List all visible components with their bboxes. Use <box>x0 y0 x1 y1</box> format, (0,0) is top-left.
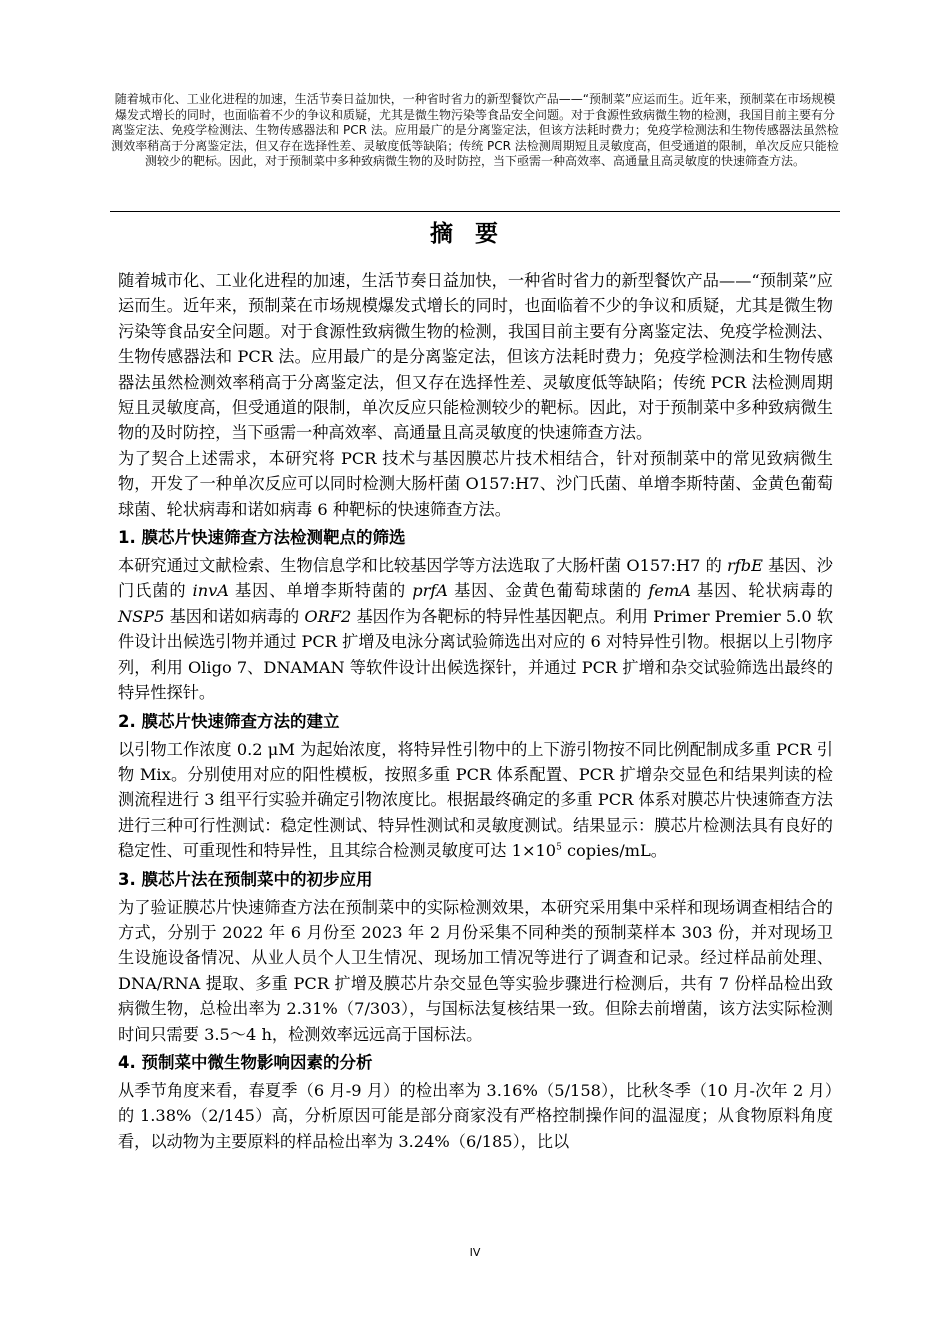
gene-NSP5: NSP5 <box>118 606 165 626</box>
gene-invA: invA <box>192 581 229 601</box>
gene-ORF2: ORF2 <box>304 606 352 626</box>
abstract-title: 摘要 <box>430 221 520 247</box>
gene-prfA: prfA <box>412 581 448 601</box>
gene-femA: femA <box>648 581 691 601</box>
section-4-heading: 4. 预制菜中微生物影响因素的分析 <box>118 1052 373 1072</box>
exponent: 5 <box>556 842 562 853</box>
section-3-paragraph: 为了验证膜芯片快速筛查方法在预制菜中的实际检测效果，本研究采用集中采样和现场调查相结合的方式，分别于 2022 年 6 月份至 2023 年 2 月份采集不同种类的预制菜样本 303 份，并对现场卫生设施设备情况、从业人员个人卫生情况、现场加工情况等进行了调查和记录。经过样品前处理、DNA/RNA 提取、多重 PCR 扩增及膜芯片杂交显色等实验步骤进行检测后，共有 7 份样品检出致病微生物，总检出率为 2.31%（7/303），与国标法复核结果一致。但除去前增菌，该方法实际检测时间只需要 3.5～4 h，检测效率远远高于国标法。 <box>118 897 833 1044</box>
intro-paragraph-1: 随着城市化、工业化进程的加速，生活节奏日益加快，一种省时省力的新型餐饮产品——“预制菜”应运而生。近年来，预制菜在市场规模爆发式增长的同时，也面临着不少的争议和质疑，尤其是微生物污染等食品安全问题。对于食源性致病微生物的检测，我国目前主要有分离鉴定法、免疫学检测法、生物传感器法和 PCR 法。应用最广的是分离鉴定法，但该方法耗时费力；免疫学检测法和生物传感器法虽然检测效率稍高于分离鉴定法，但又存在选择性差、灵敏度低等缺陷；传统 PCR 法检测周期短且灵敏度高，但受通道的限制，单次反应只能检测较少的靶标。因此，对于预制菜中多种致病微生物的及时防控，当下亟需一种高效率、高通量且高灵敏度的快速筛查方法。 <box>118 271 833 443</box>
section-1-heading: 1. 膜芯片快速筛查方法检测靶点的筛选 <box>118 528 406 548</box>
intro-paragraph-2: 为了契合上述需求，本研究将 PCR 技术与基因膜芯片技术相结合，针对预制菜中的常见致病微生物，开发了一种单次反应可以同时检测大肠杆菌 O157:H7、沙门氏菌、单增李斯特菌、金黄色葡萄球菌、轮状病毒和诺如病毒 6 种靶标的快速筛查方法。 <box>118 448 833 519</box>
abstract-body <box>118 268 833 1154</box>
gene-rfbE: rfbE <box>727 556 763 576</box>
section-4-paragraph: 从季节角度来看，春夏季（6 月-9 月）的检出率为 3.16%（5/158），比秋冬季（10 月-次年 2 月）的 1.38%（2/145）高，分析原因可能是部分商家没有严格控制操作间的温湿度；从食物原料角度看，以动物为主要原料的样品检出率为 3.24%（6/185），比以 <box>118 1080 833 1151</box>
header-divider <box>110 211 840 212</box>
section-2-paragraph: 以引物工作浓度 0.2 μM 为起始浓度，将特异性引物中的上下游引物按不同比例配制成多重 PCR 引物 Mix。分别使用对应的阳性模板，按照多重 PCR 体系配置、PCR 扩增杂交显色和结果判读的检测流程进行 3 组平行实验并确定引物浓度比。根据最终确定的多重 PCR 体系对膜芯片快速筛查方法进行三种可行性测试：稳定性测试、特异性测试和灵敏度测试。结果显示：膜芯片检测法具有良好的稳定性、可重现性和特异性，且其综合检测灵敏度可达 $1\times 10^5$ copies/mL。 <box>118 739 833 861</box>
page-number: IV <box>469 1246 481 1259</box>
section-1-paragraph: 本研究通过文献检索、生物信息学和比较基因学等方法选取了大肠杆菌 O157:H7 的 rfbE 基因、沙门氏菌的 invA 基因、单增李斯特菌的 prfA 基因、金黄色葡萄球菌的 femA 基因、轮状病毒的 NSP5 基因和诺如病毒的 ORF2 基因作为各靶标的特异性基因靶点。利用 Primer Premier 5.0 软件设计出候选引物并通过 PCR 扩增及电泳分离试验筛选出对应的 6 对特异性引物。根据以上引物序列，利用 Oligo 7、DNAMAN 等软件设计出候选探针，并通过 PCR 扩增和杂交试验筛选出最终的特异性探针。 <box>118 556 834 703</box>
running-header: 随着城市化、工业化进程的加速，生活节奏日益加快，一种省时省力的新型餐饮产品——“预制菜”应运而生。近年来，预制菜在市场规模爆发式增长的同时，也面临着不少的争议和质疑，尤其是微生物污染等食品安全问题。对于食源性致病微生物的检测，我国目前主要有分离鉴定法、免疫学检测法、生物传感器法和 PCR 法。应用最广的是分离鉴定法，但该方法耗时费力；免疫学检测法和生物传感器法虽然检测效率稍高于分离鉴定法，但又存在选择性差、灵敏度低等缺陷；传统 PCR 法检测周期短且灵敏度高，但受通道的限制，单次反应只能检测较少的靶标。因此，对于预制菜中多种致病微生物的及时防控，当下亟需一种高效率、高通量且高灵敏度的快速筛查方法。 <box>111 92 839 169</box>
section-2-heading: 2. 膜芯片快速筛查方法的建立 <box>118 711 340 731</box>
section-3-heading: 3. 膜芯片法在预制菜中的初步应用 <box>118 869 373 889</box>
